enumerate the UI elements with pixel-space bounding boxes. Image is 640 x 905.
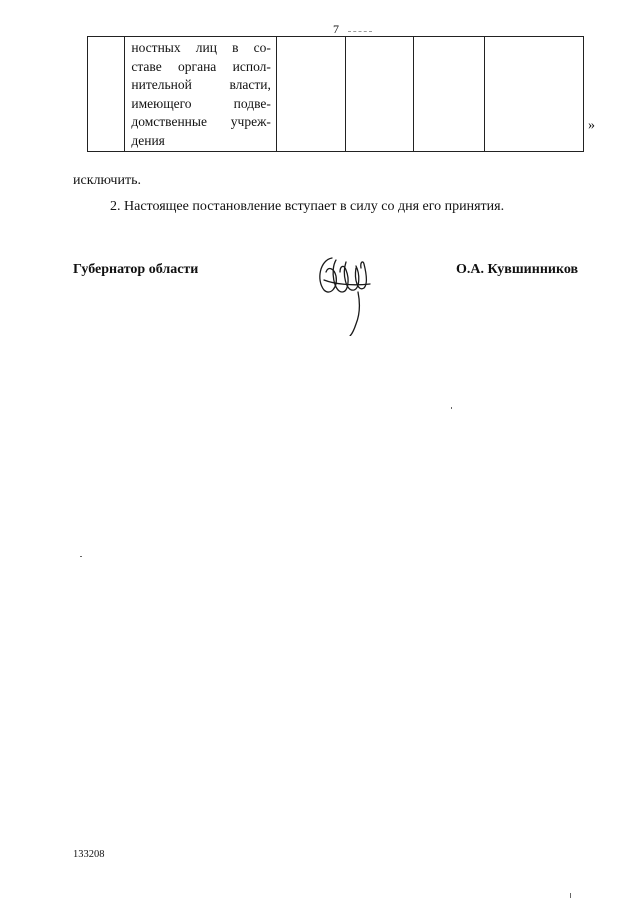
table-cell-empty [345, 37, 414, 152]
table-cell-number [88, 37, 125, 152]
table-cell-name-text [125, 37, 276, 151]
table-cell-line: ностных лиц в со- [131, 40, 271, 55]
table-cell-name [125, 37, 277, 152]
table-cell-line: имеющего подве- [131, 95, 271, 111]
table-cell-line: ставе органа испол- [131, 58, 271, 74]
table-cell-empty [414, 37, 485, 152]
scan-speck [570, 893, 571, 898]
page-number: 7 [333, 22, 339, 36]
exclude-instruction: исключить. [73, 173, 141, 188]
scan-speck [80, 556, 82, 557]
signatory-title: Губернатор области [73, 262, 199, 277]
document-code: 133208 [73, 849, 105, 860]
table-cell-line: дения [131, 132, 165, 148]
table-row [88, 37, 584, 152]
page-number-underline [348, 31, 372, 32]
table-cell-empty [484, 37, 583, 152]
handwritten-signature [312, 250, 382, 336]
table-cell-line: домственные учреж- [131, 114, 271, 130]
regulation-table-fragment [87, 36, 584, 152]
table-cell-line: нительной власти, [131, 77, 271, 93]
paragraph-2: 2. Настоящее постановление вступает в силу со дня его принятия. [110, 199, 505, 214]
scan-speck [451, 407, 452, 409]
signatory-name: О.А. Кувшинников [456, 262, 579, 277]
table-cell-empty [276, 37, 345, 152]
closing-quote: » [588, 118, 595, 133]
